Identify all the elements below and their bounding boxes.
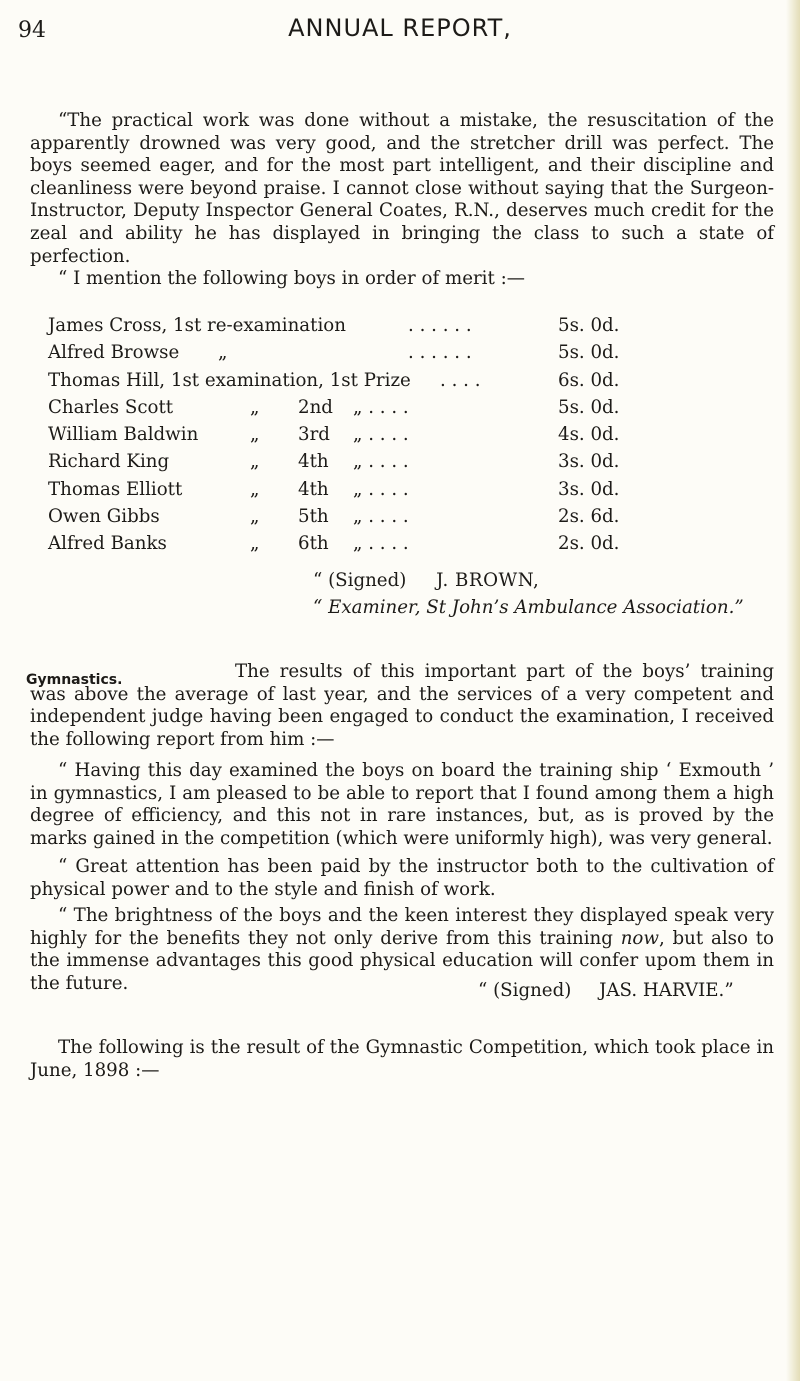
merit-list — [48, 312, 688, 558]
page-edge — [786, 0, 800, 1381]
merit-place: 3rd — [298, 424, 330, 446]
page-number: 94 — [18, 18, 46, 43]
merit-amount: 5s. 0d. — [558, 315, 620, 336]
merit-name: Alfred Browse — [48, 342, 180, 364]
merit-leader: . . . . . . — [408, 342, 472, 364]
merit-amount: 3s. 0d. — [558, 478, 620, 500]
page-header — [0, 8, 800, 44]
merit-ditto: „ — [218, 342, 228, 364]
merit-row — [48, 476, 688, 503]
merit-row — [48, 503, 688, 530]
margin-note-gymnastics: Gymnastics. — [26, 672, 123, 688]
merit-place: 5th — [298, 506, 329, 528]
merit-amount: 4s. 0d. — [558, 424, 620, 446]
merit-intro: “ I mention the following boys in order of merit :— — [58, 268, 525, 289]
merit-amount: 6s. 0d. — [558, 369, 620, 391]
merit-leader: „ . . . . — [353, 396, 409, 418]
merit-row — [48, 367, 688, 394]
gymnastics-intro: The results of this important part of the boys’ training was above the average of last year, and the services of a very competent and independent judge having been engaged to conduct the examination, I received the following report from him :— — [30, 661, 774, 750]
merit-name: Thomas Hill, 1st examination, 1st Prize — [48, 369, 411, 391]
merit-leader: „ . . . . — [353, 451, 409, 473]
report-paragraph-3: “ The brightness of the boys and the keen interest they displayed speak very highly for the benefits they not only derive from this training now, but also to the immense advantages this good physical education will confer upom them in the future. — [30, 905, 774, 994]
merit-amount: 5s. 0d. — [558, 342, 620, 364]
merit-amount: 5s. 0d. — [558, 396, 620, 418]
merit-row — [48, 339, 688, 366]
merit-amount: 2s. 6d. — [558, 506, 620, 528]
merit-ditto: „ — [250, 451, 260, 473]
merit-amount: 3s. 0d. — [558, 451, 620, 473]
merit-name: Thomas Elliott — [48, 478, 183, 500]
merit-leader: „ . . . . — [353, 424, 409, 446]
signer-name: J. BROWN, — [436, 570, 540, 591]
merit-ditto: „ — [250, 396, 260, 418]
merit-name: William Baldwin — [48, 424, 199, 446]
merit-row — [48, 421, 688, 448]
signer-title: “ Examiner, St John’s Ambulance Association.” — [313, 597, 744, 618]
merit-name: Owen Gibbs — [48, 506, 160, 528]
report-paragraph-1: “ Having this day examined the boys on board the training ship ‘ Exmouth ’ in gymnastics, I am pleased to be able to report that I found among them a high degree of efficiency, and this not in rare instances, but, as is proved by the marks gained in the competition (which were uniformly high), was very general. — [30, 760, 774, 849]
merit-row — [48, 448, 688, 475]
merit-place: 2nd — [298, 396, 333, 418]
running-title: ANNUAL REPORT, — [288, 14, 512, 42]
merit-place: 4th — [298, 478, 329, 500]
signature-brown — [313, 570, 539, 591]
closing-paragraph: The following is the result of the Gymnastic Competition, which took place in June, 1898 :— — [30, 1037, 774, 1081]
merit-row — [48, 312, 688, 339]
signed-label: “ (Signed) — [478, 980, 572, 1001]
merit-ditto: „ — [250, 424, 260, 446]
merit-leader: . . . . . . — [408, 315, 472, 336]
opening-paragraph: “The practical work was done without a mistake, the resuscitation of the apparently drowned was very good, and the stretcher drill was perfect. The boys seemed eager, and for the most part intelligent, and their discipline and cleanliness were beyond praise. I cannot close without saying that the Surgeon-Instructor, Deputy Inspector General Coates, R.N., deserves much credit for the zeal and ability he has displayed in bringing the class to such a state of perfection. — [30, 110, 774, 267]
merit-leader: „ . . . . — [353, 478, 409, 500]
merit-row — [48, 530, 688, 557]
merit-name: Alfred Banks — [48, 533, 167, 555]
signed-label: “ (Signed) — [313, 570, 407, 591]
merit-name: Charles Scott — [48, 396, 174, 418]
merit-row — [48, 394, 688, 421]
merit-leader: . . . . — [440, 369, 481, 391]
signer-name: JAS. HARVIE.” — [599, 980, 734, 1001]
report-paragraph-2: “ Great attention has been paid by the instructor both to the cultivation of physical power and to the style and finish of work. — [30, 856, 774, 900]
merit-ditto: „ — [250, 478, 260, 500]
merit-name: James Cross, 1st re-examination — [48, 315, 346, 336]
signature-harvie — [478, 980, 734, 1001]
merit-place: 6th — [298, 533, 329, 555]
merit-ditto: „ — [250, 533, 260, 555]
merit-leader: „ . . . . — [353, 506, 409, 528]
merit-place: 4th — [298, 451, 329, 473]
merit-name: Richard King — [48, 451, 170, 473]
merit-ditto: „ — [250, 506, 260, 528]
merit-leader: „ . . . . — [353, 533, 409, 555]
merit-amount: 2s. 0d. — [558, 533, 620, 555]
